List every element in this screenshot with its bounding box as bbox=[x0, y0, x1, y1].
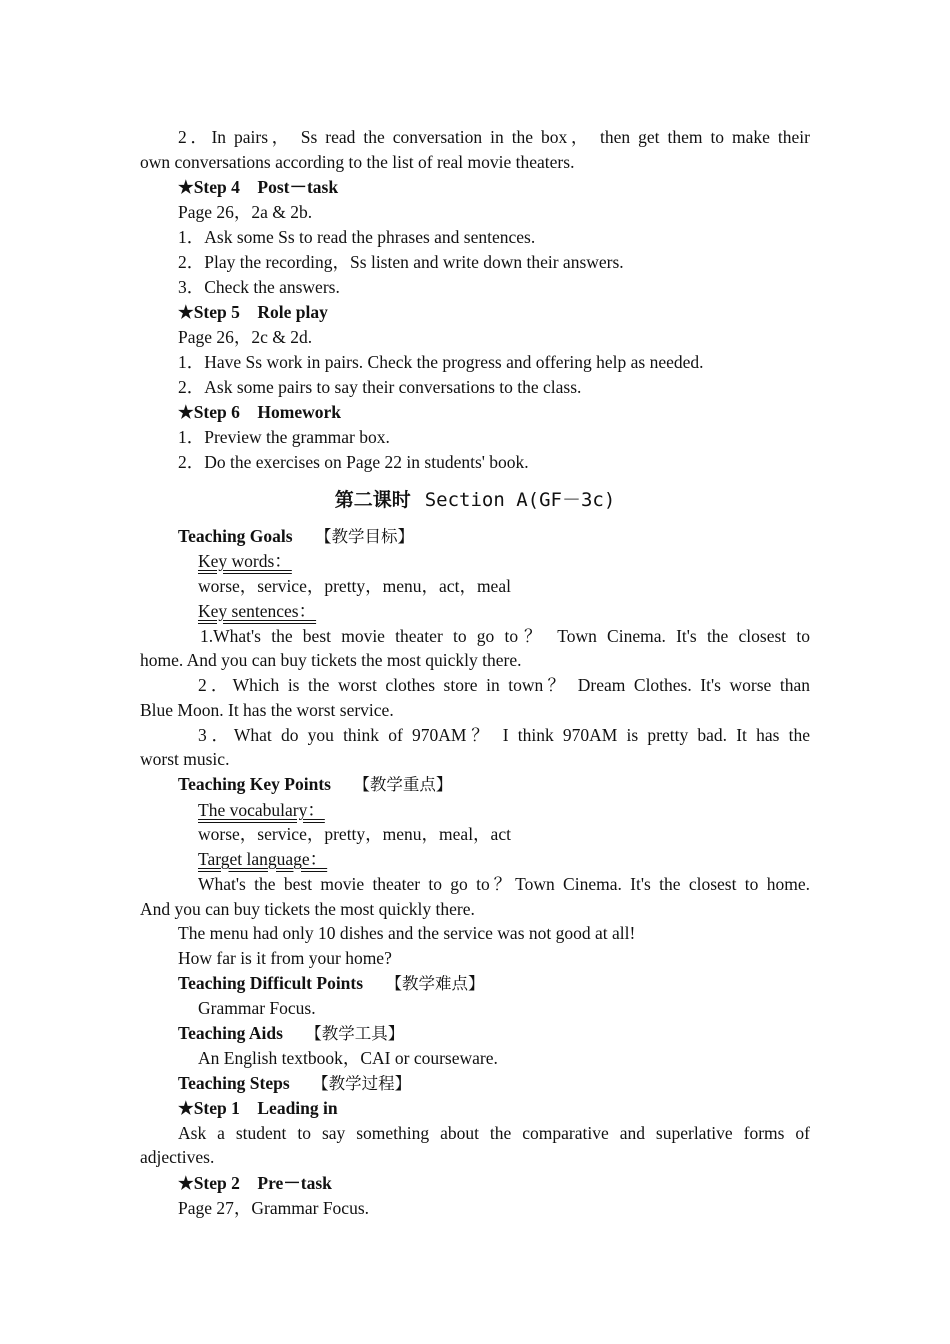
paragraph-line: own conversations according to the list of real movie theaters. bbox=[140, 152, 575, 172]
key-words-label: Key words： bbox=[198, 551, 292, 571]
section-label bbox=[178, 971, 484, 996]
key-sentence: 2．Which is the worst clothes store in town？ Dream Clothes. It's worse than bbox=[198, 675, 810, 695]
target-sentence-cont: And you can buy tickets the most quickly there. bbox=[140, 899, 475, 919]
paragraph-line: adjectives. bbox=[140, 1147, 215, 1167]
vocabulary: worse，service，pretty，menu，meal，act bbox=[198, 824, 511, 844]
lesson-title-en: Section A(GF－3c) bbox=[424, 489, 616, 511]
section-label bbox=[178, 524, 414, 549]
section-label bbox=[178, 1021, 404, 1046]
key-sentence-cont: Blue Moon. It has the worst service. bbox=[140, 700, 394, 720]
step-heading: ★Step 5 Role play bbox=[178, 302, 328, 322]
target-sentence: How far is it from your home? bbox=[178, 948, 392, 968]
list-item: 1．Have Ss work in pairs. Check the progress and offering help as needed. bbox=[178, 352, 704, 372]
aids-label: Teaching Aids bbox=[178, 1023, 283, 1043]
key-points-label: Teaching Key Points bbox=[178, 774, 331, 794]
step-heading: ★Step 1 Leading in bbox=[178, 1098, 338, 1118]
target-sentence: The menu had only 10 dishes and the service was not good at all! bbox=[178, 923, 636, 943]
list-item: 1．Preview the grammar box. bbox=[178, 427, 390, 447]
section-label bbox=[178, 1071, 411, 1096]
list-item: 2．Ask some pairs to say their conversations to the class. bbox=[178, 377, 582, 397]
list-item: 2．Do the exercises on Page 22 in students' book. bbox=[178, 452, 529, 472]
page-reference: Page 27，Grammar Focus. bbox=[178, 1198, 370, 1218]
page-reference: Page 26，2a & 2b. bbox=[178, 202, 313, 222]
list-item: 2．Play the recording，Ss listen and write down their answers. bbox=[178, 252, 624, 272]
key-sentence-cont: home. And you can buy tickets the most quickly there. bbox=[140, 650, 522, 670]
steps-cn: 【教学过程】 bbox=[312, 1074, 412, 1093]
key-points-cn: 【教学重点】 bbox=[353, 775, 453, 794]
difficult-points-text: Grammar Focus. bbox=[198, 998, 316, 1018]
key-sentence: 1.What's the best movie theater to go to？ Town Cinema. It's the closest to bbox=[200, 626, 810, 646]
section-label bbox=[178, 772, 452, 797]
difficult-points-label: Teaching Difficult Points bbox=[178, 973, 364, 993]
key-words: worse，service，pretty，menu，act，meal bbox=[198, 576, 511, 596]
key-sentences-label: Key sentences： bbox=[198, 601, 317, 621]
lesson-title bbox=[0, 486, 950, 514]
step-heading: ★Step 4 Post－task bbox=[178, 177, 339, 197]
key-sentence-cont: worst music. bbox=[140, 749, 230, 769]
aids-text: An English textbook，CAI or courseware. bbox=[198, 1048, 498, 1068]
target-sentence: What's the best movie theater to go to？Town Cinema. It's the closest to home. bbox=[198, 874, 810, 894]
aids-cn: 【教学工具】 bbox=[305, 1024, 405, 1043]
paragraph-line: 2．In pairs， Ss read the conversation in the box， then get them to make their bbox=[178, 127, 810, 147]
key-sentence: 3．What do you think of 970AM？ I think 970AM is pretty bad. It has the bbox=[198, 725, 810, 745]
vocabulary-label: The vocabulary： bbox=[198, 800, 325, 820]
step-heading: ★Step 2 Pre－task bbox=[178, 1173, 332, 1193]
goals-label: Teaching Goals bbox=[178, 526, 293, 546]
list-item: 1．Ask some Ss to read the phrases and sentences. bbox=[178, 227, 536, 247]
lesson-title-cn: 第二课时 bbox=[334, 489, 411, 511]
goals-cn: 【教学目标】 bbox=[314, 527, 414, 546]
steps-label: Teaching Steps bbox=[178, 1073, 290, 1093]
list-item: 3．Check the answers. bbox=[178, 277, 340, 297]
paragraph-line: Ask a student to say something about the comparative and superlative forms of bbox=[178, 1123, 810, 1143]
target-language-label: Target language： bbox=[198, 849, 328, 869]
step-heading: ★Step 6 Homework bbox=[178, 402, 341, 422]
difficult-points-cn: 【教学难点】 bbox=[385, 974, 485, 993]
page-reference: Page 26，2c & 2d. bbox=[178, 327, 313, 347]
